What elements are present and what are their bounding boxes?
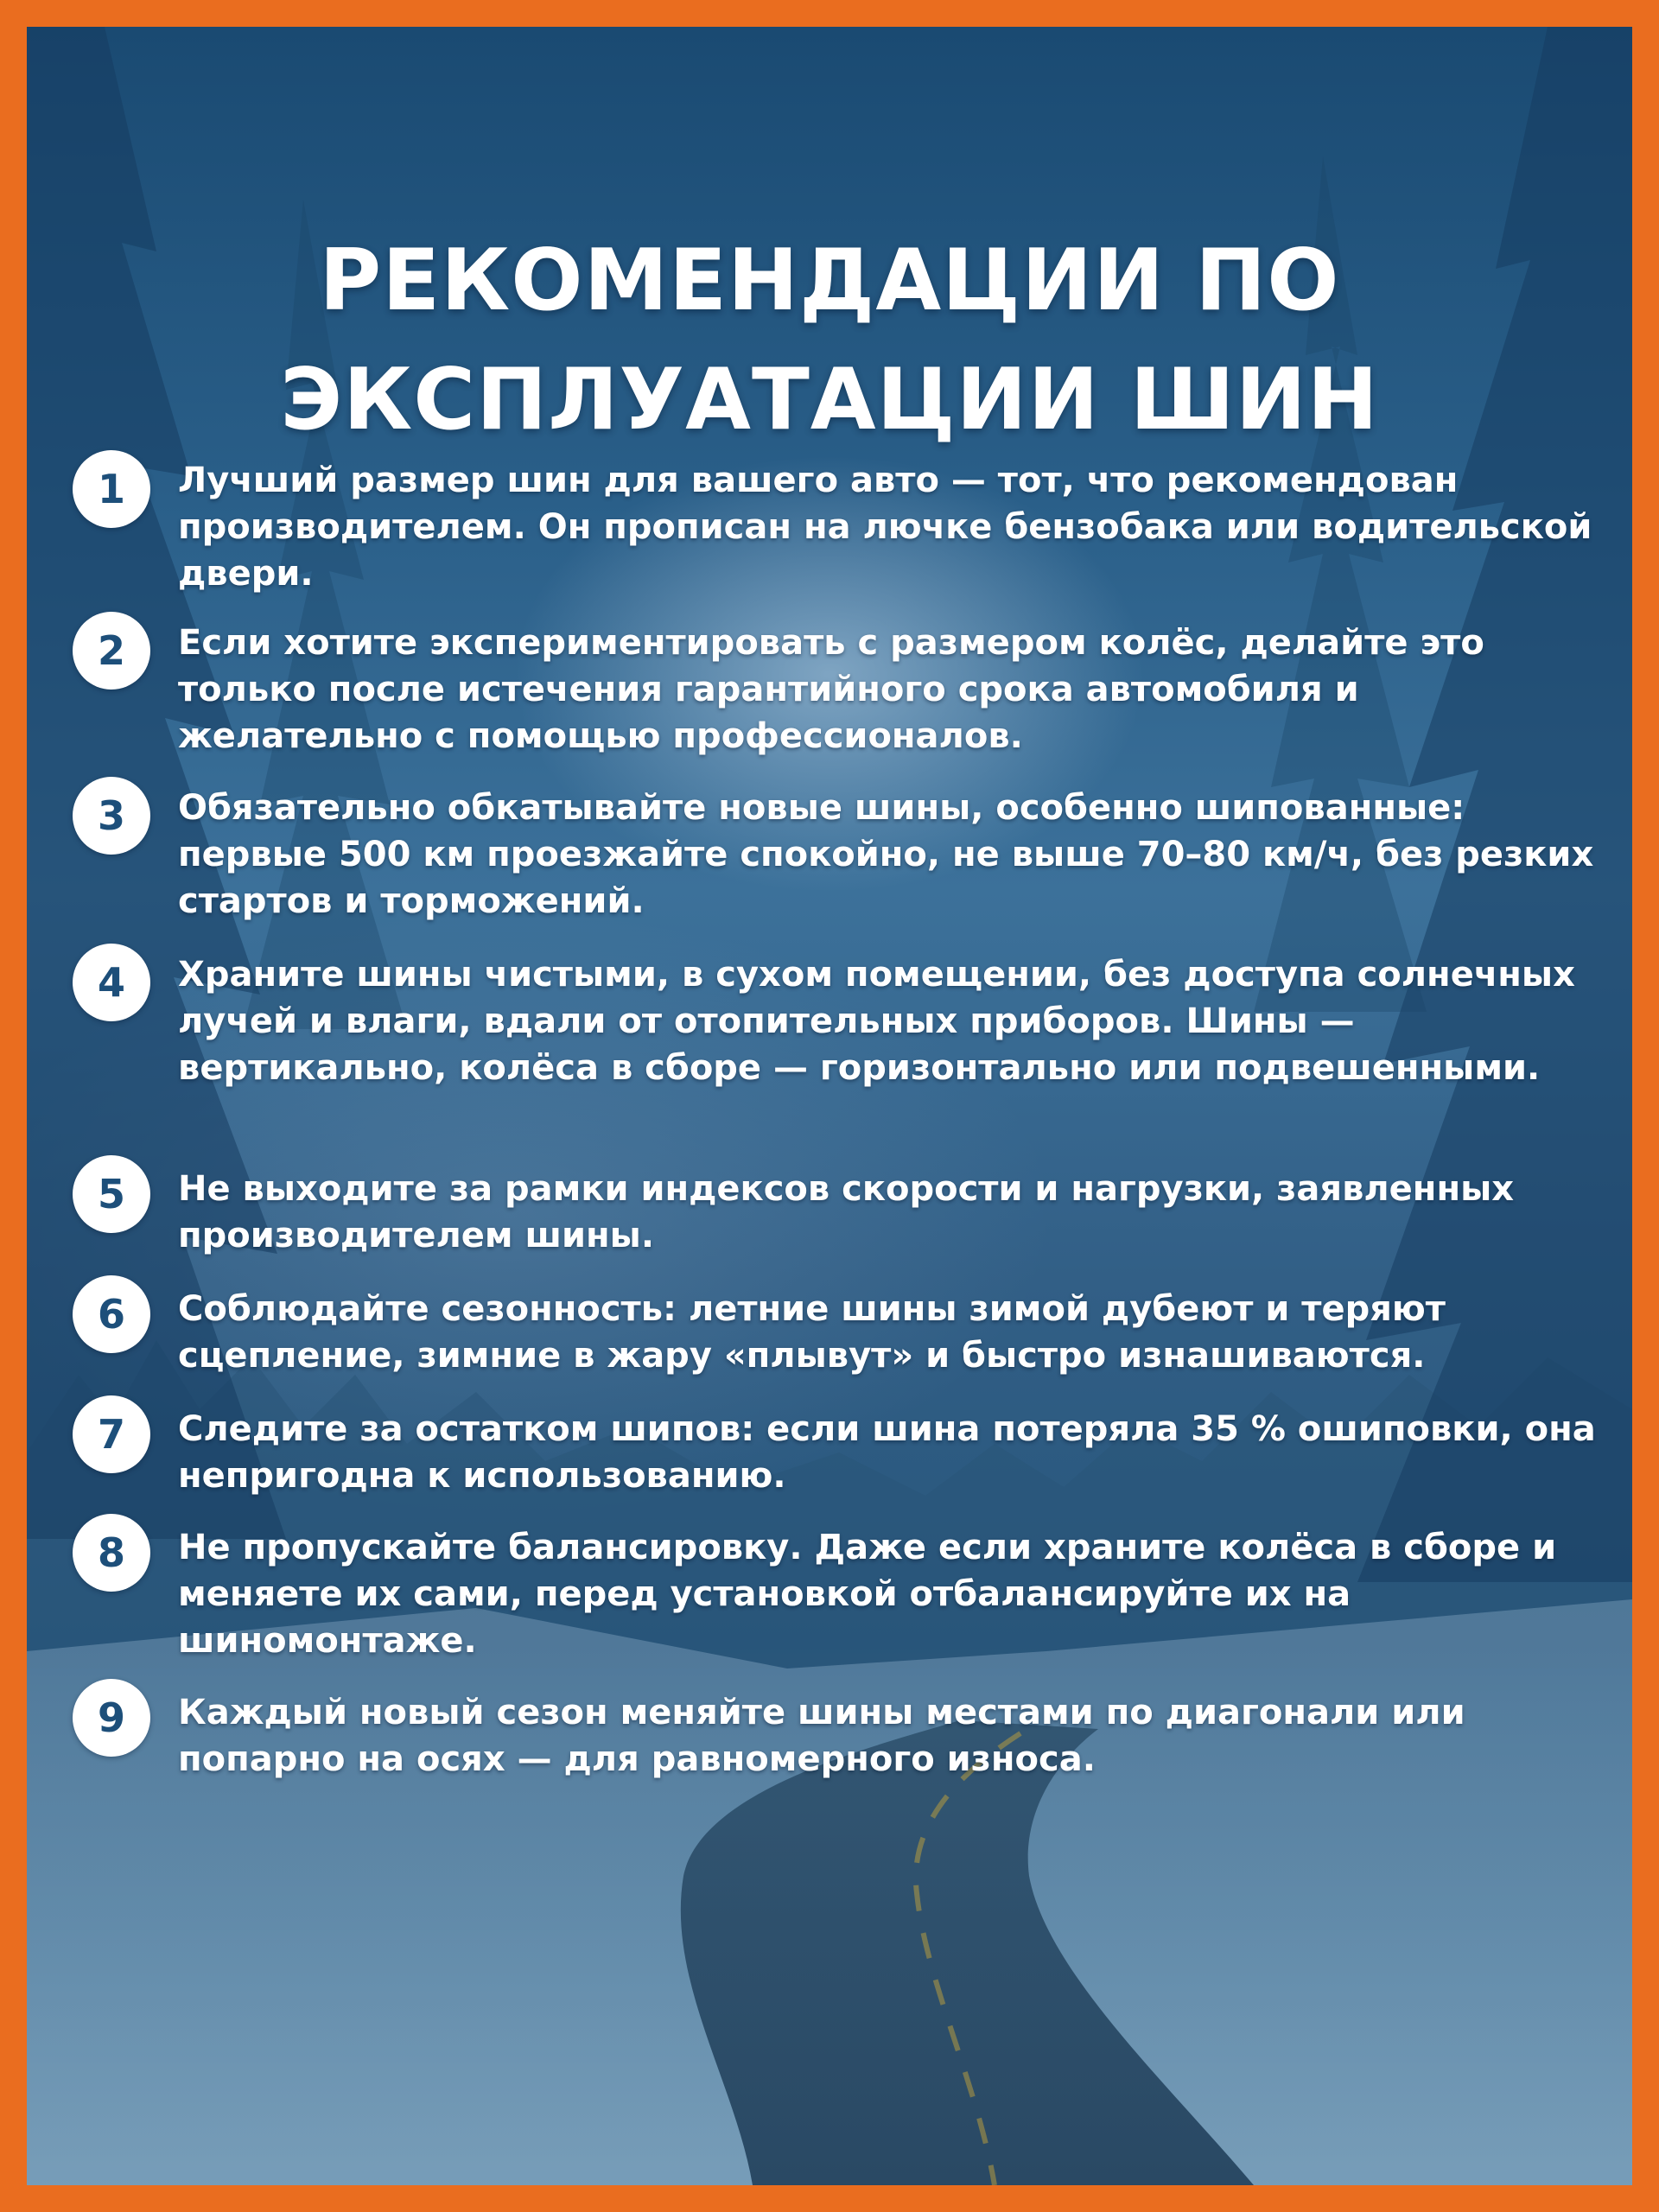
recommendation-text-8: Не пропускайте балансировку. Даже если храните колёса в сборе и меняете их сами, перед установкой отбалансируйте их на шиномонтаже. — [178, 1528, 1557, 1661]
number-badge-6: 6 — [73, 1275, 150, 1353]
number-badge-3: 3 — [73, 777, 150, 855]
page-title — [27, 221, 1632, 460]
recommendation-text-7: Следите за остатком шипов: если шина потеряла 35 % ошиповки, она непригодна к использованию. — [178, 1409, 1596, 1496]
recommendation-text-3: Обязательно обкатывайте новые шины, особенно шипованные: первые 500 км проезжайте спокойно, не выше 70–80 км/ч, без резких стартов и торможений. — [178, 788, 1594, 921]
title-line-1: РЕКОМЕНДАЦИИ ПО — [319, 232, 1340, 330]
recommendation-text-2: Если хотите экспериментировать с размером колёс, делайте это только после истечения гарантийного срока автомобиля и желательно с помощью профессионалов. — [178, 623, 1484, 756]
recommendation-text-6: Соблюдайте сезонность: летние шины зимой дубеют и теряют сцепление, зимние в жару «плывут» и быстро изнашиваются. — [178, 1289, 1446, 1376]
number-badge-2: 2 — [73, 612, 150, 690]
number-badge-8: 8 — [73, 1514, 150, 1592]
title-line-2: ЭКСПЛУАТАЦИИ ШИН — [280, 351, 1379, 449]
number-badge-7: 7 — [73, 1395, 150, 1473]
recommendation-text-5: Не выходите за рамки индексов скорости и нагрузки, заявленных производителем шины. — [178, 1169, 1515, 1255]
recommendation-text-4: Храните шины чистыми, в сухом помещении, без доступа солнечных лучей и влаги, вдали от отопительных приборов. Шины — вертикально, колёса в сборе — горизонтально или подвешенными. — [178, 955, 1575, 1088]
number-badge-5: 5 — [73, 1155, 150, 1233]
number-badge-1: 1 — [73, 450, 150, 528]
recommendations-content — [27, 27, 1632, 2185]
number-badge-4: 4 — [73, 944, 150, 1021]
number-badge-9: 9 — [73, 1679, 150, 1757]
background-panel — [27, 27, 1632, 2185]
recommendation-text-1: Лучший размер шин для вашего авто — тот, что рекомендован производителем. Он прописан на лючке бензобака или водительской двери. — [178, 461, 1592, 594]
recommendation-text-9: Каждый новый сезон меняйте шины местами по диагонали или попарно на осях — для равномерного износа. — [178, 1693, 1465, 1779]
